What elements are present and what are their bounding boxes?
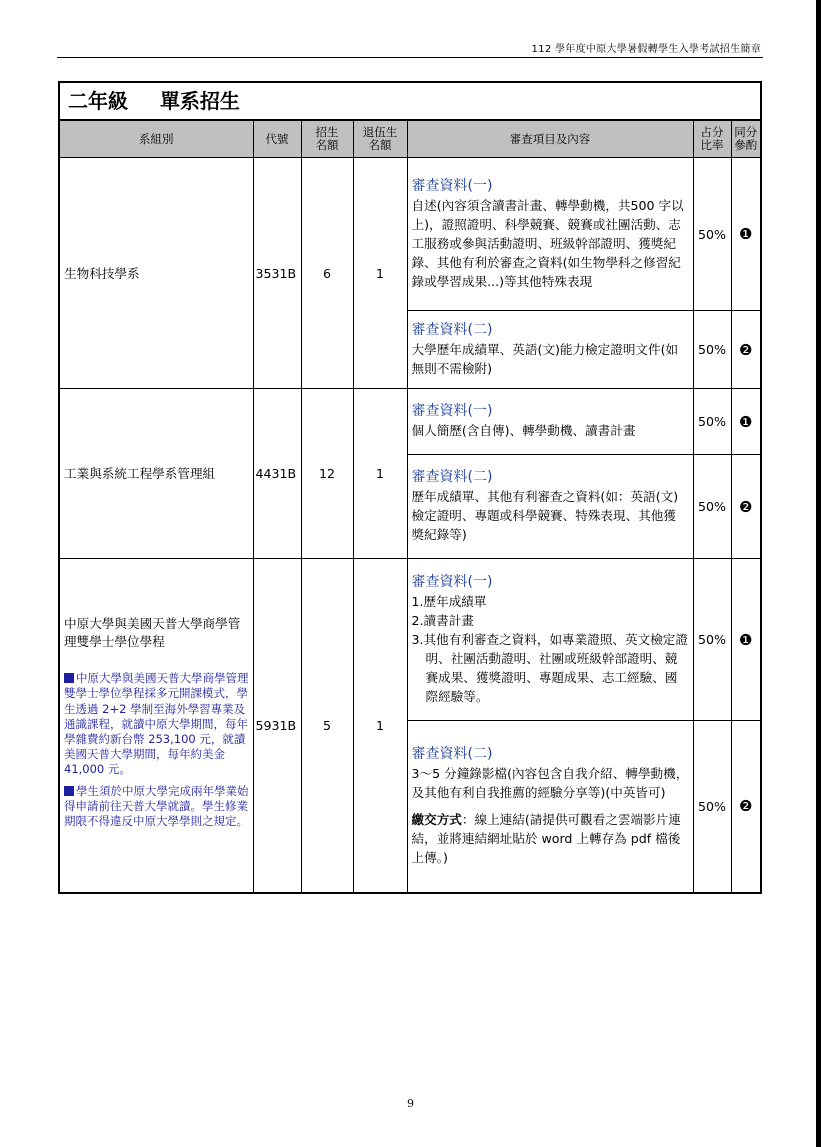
review-item [407, 721, 693, 893]
review-item-heading: 審查資料(二) [411, 321, 493, 338]
review-item [407, 559, 693, 721]
tie-order: ❷ [731, 721, 761, 893]
ratio: 50% [693, 721, 731, 893]
ratio: 50% [693, 158, 731, 311]
review-item-body: 3～5 分鐘錄影檔(內容包含自我介紹、轉學動機，及其他有利自我推薦的經驗分享等)(中英皆可) [411, 765, 689, 800]
document-header: 112 學年度中原大學暑假轉學生入學考試招生簡章 [531, 44, 761, 55]
table-header-row [59, 121, 761, 158]
table-row [59, 389, 761, 455]
square-bullet-icon [64, 786, 74, 796]
tie-order: ❷ [731, 311, 761, 389]
ratio: 50% [693, 455, 731, 559]
col-header-items: 審查項目及內容 [407, 121, 693, 158]
backup-quota: 1 [353, 158, 407, 389]
col-header-quota: 招生 名額 [301, 121, 353, 158]
dept-name: 工業與系統工程學系管理組 [59, 389, 253, 559]
list-item: 3.其他有利審查之資料，如專業證照、英文檢定證明、社團活動證明、社團或班級幹部證明、競賽成果、獲獎證明、專題成果、志工經驗、國際經驗等。 [411, 631, 688, 704]
ratio: 50% [693, 389, 731, 455]
section-title [58, 81, 762, 120]
col-header-ratio: 占分 比率 [693, 121, 731, 158]
tie-order: ❷ [731, 455, 761, 559]
submission-label: 繳交方式 [411, 811, 462, 827]
ratio: 50% [693, 559, 731, 721]
review-item-heading: 審查資料(一) [411, 573, 493, 590]
dept-code: 3531B [253, 158, 301, 389]
review-item-list [412, 592, 689, 706]
review-item-heading: 審查資料(二) [411, 469, 493, 485]
review-item-body: 歷年成績單、其他有利審查之資料(如：英語(文)檢定證明、專題或科學競賽、特殊表現、其他獲獎紀錄等) [411, 489, 679, 542]
review-item-body: 大學歷年成績單、英語(文)能力檢定證明文件(如無則不需檢附) [411, 341, 679, 376]
section-type: 單系招生 [159, 89, 240, 113]
review-item [407, 455, 693, 559]
list-item: 1.歷年成績單 [411, 593, 487, 609]
tie-order: ❶ [731, 559, 761, 721]
list-item: 2.讀書計畫 [411, 612, 474, 628]
review-item [407, 158, 693, 311]
square-bullet-icon [64, 673, 74, 683]
review-item-heading: 審查資料(一) [411, 177, 493, 194]
admissions-table-section [58, 81, 762, 894]
ratio: 50% [693, 311, 731, 389]
quota: 5 [301, 559, 353, 893]
col-header-dept: 系組別 [59, 121, 253, 158]
section-grade: 二年級 [68, 89, 128, 113]
col-header-backup: 退伍生 名額 [353, 121, 407, 158]
dept-code: 4431B [253, 389, 301, 559]
col-header-tie: 同分 參酌 [731, 121, 761, 158]
program-notes [64, 671, 249, 829]
page-edge-bar [816, 0, 821, 1147]
col-header-code: 代號 [253, 121, 301, 158]
program-note: 中原大學與美國天普大學商學管理雙學士學位學程採多元開課模式，學生透過 2+2 學制至海外學習專業及通識課程，就讀中原大學期間，每年學雜費約新台幣 253,100 元，就讀美國天普大學期間，每年約美金41,000 元。 [64, 671, 249, 777]
admissions-table [58, 120, 762, 894]
tie-order: ❶ [731, 389, 761, 455]
submission-method [412, 810, 689, 867]
page-number: 9 [407, 1097, 414, 1110]
backup-quota: 1 [353, 389, 407, 559]
dept-name: 生物科技學系 [59, 158, 253, 389]
table-row [59, 158, 761, 311]
dept-cell [59, 559, 253, 893]
quota: 12 [301, 389, 353, 559]
program-note: 學生須於中原大學完成兩年學業始得申請前往天普大學就讀。學生修業期限不得違反中原大學學則之規定。 [64, 783, 249, 829]
review-item-heading: 審查資料(二) [411, 745, 493, 762]
dept-code: 5931B [253, 559, 301, 893]
tie-order: ❶ [731, 158, 761, 311]
dept-name: 中原大學與美國天普大學商學管理雙學士學位學程 [64, 616, 241, 650]
review-item [407, 389, 693, 455]
quota: 6 [301, 158, 353, 389]
review-item-heading: 審查資料(一) [411, 403, 493, 419]
table-row [59, 559, 761, 721]
header-divider [57, 57, 763, 58]
review-item-body: 個人簡歷(含自傳)、轉學動機、讀書計畫 [411, 423, 636, 438]
backup-quota: 1 [353, 559, 407, 893]
review-item-body: 自述(內容須含讀書計畫、轉學動機，共500 字以上)，證照證明、科學競賽、競賽或社團活動、志工服務或參與活動證明、班級幹部證明、獲獎紀錄、其他有利於審查之資料(如生物學科之修習紀錄或學習成果...)等其他特殊表現 [411, 197, 684, 289]
review-item [407, 311, 693, 389]
submission-body: ：線上連結(請提供可觀看之雲端影片連結，並將連結網址貼於 word 上轉存為 pdf 檔後上傳。) [411, 811, 681, 865]
